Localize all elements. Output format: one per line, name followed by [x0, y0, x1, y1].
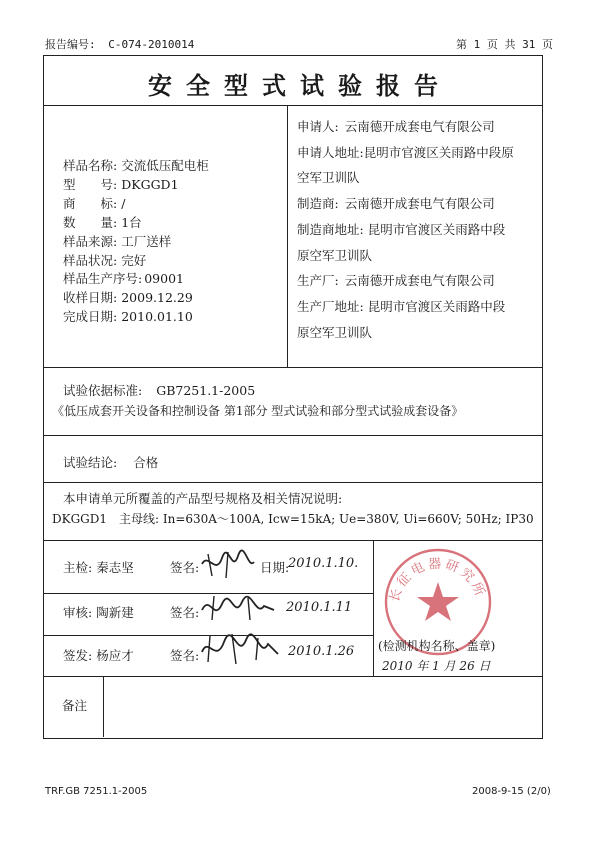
applicant-label: 申请人: [297, 119, 339, 134]
remarks-label: 备注 [62, 698, 88, 713]
sample-source-label: 样品来源: [63, 233, 118, 249]
standard-code: GB7251.1-2005 [156, 383, 256, 398]
completed-date-label: 完成日期: [63, 309, 118, 325]
conclusion-label: 试验结论: [63, 455, 118, 470]
standard-label: 试验依据标准: [63, 383, 143, 398]
reviewer-signature [198, 590, 278, 626]
lead-sign-label: 签名: [170, 560, 200, 575]
info-column-divider [287, 105, 288, 367]
applicant-address-1: 昆明市官渡区关雨路中段原 [363, 144, 514, 160]
coverage-detail: DKGGD1 主母线: In=630A～100A, Icw=15kA; Ue=380V, Ui=660V; 50Hz; IP30 [52, 512, 534, 526]
maker-address-label: 制造商地址: [297, 221, 364, 237]
reviewer-row [63, 603, 134, 621]
review-date: 2010.1.11 [286, 600, 353, 615]
factory-name: 云南德开成套电气有限公司 [344, 273, 495, 289]
maker-name: 云南德开成套电气有限公司 [344, 196, 495, 212]
sample-source: 工厂送样 [121, 233, 172, 249]
maker-address-1: 昆明市官渡区关雨路中段 [367, 221, 506, 237]
section-divider-2 [43, 435, 543, 436]
stamp-column-divider [373, 540, 374, 676]
factory-address-1: 昆明市官渡区关雨路中段 [367, 298, 506, 314]
stamp-date: 2010 年 1 月 26 日 [382, 659, 491, 673]
footer-form-code: TRF.GB 7251.1-2005 [45, 786, 148, 797]
review-label: 审核: [63, 605, 93, 620]
report-number [45, 36, 194, 52]
section-divider-5 [43, 676, 543, 677]
review-sign-label: 签名: [170, 605, 200, 620]
applicant-address-2: 空军卫训队 [297, 170, 360, 186]
sample-status: 完好 [121, 252, 147, 268]
footer-version: 2008-9-15 (2/0) [472, 786, 551, 797]
maker-label: 制造商: [297, 196, 339, 212]
applicant-address-label: 申请人地址: [297, 144, 364, 160]
page-title: 安全型式试验报告 [148, 71, 452, 100]
lead-date-label: 日期: [260, 560, 290, 575]
page-info: 第 1 页 共 31 页 [456, 38, 553, 51]
standard-line [63, 381, 255, 399]
section-divider-3 [43, 482, 543, 483]
received-date-label: 收样日期: [63, 290, 118, 306]
approver-signature [198, 630, 282, 668]
coverage-heading: 本申请单元所覆盖的产品型号规格及相关情况说明: [63, 491, 343, 506]
sample-info [63, 157, 209, 327]
report-number-value: C-074-2010014 [108, 38, 195, 51]
section-divider-4 [43, 540, 543, 541]
sample-serial: 09001 [144, 271, 184, 287]
sample-name-label: 样品名称: [63, 158, 118, 173]
conclusion-value: 合格 [133, 455, 159, 470]
lead-name: 秦志坚 [96, 560, 134, 575]
sample-qty: 1台 [121, 214, 142, 230]
applicant-info [297, 114, 514, 345]
applicant-name: 云南德开成套电气有限公司 [344, 119, 495, 134]
report-number-label: 报告编号: [45, 38, 96, 51]
approver-row [63, 646, 134, 664]
received-date: 2009.12.29 [121, 290, 193, 306]
title-divider [43, 105, 543, 106]
approve-label: 签发: [63, 648, 93, 663]
section-divider-1 [43, 367, 543, 368]
sample-brand: / [121, 195, 126, 211]
sample-name: 交流低压配电柜 [121, 158, 209, 173]
stamp-text: 长征电器研究所 [387, 556, 488, 605]
conclusion [63, 453, 158, 471]
remarks-divider [103, 676, 104, 737]
factory-label: 生产厂: [297, 273, 339, 289]
maker-address-2: 原空军卫训队 [297, 247, 373, 263]
approve-date: 2010.1.26 [288, 644, 355, 659]
factory-address-2: 原空军卫训队 [297, 324, 373, 340]
approve-sign-label: 签名: [170, 648, 200, 663]
approve-name: 杨应才 [96, 648, 134, 663]
lead-signature [198, 546, 258, 582]
stamp-org-label: (检测机构名称、盖章) [378, 639, 496, 653]
standard-full-title: 《低压成套开关设备和控制设备 第1部分 型式试验和部分型式试验成套设备》 [52, 404, 464, 418]
factory-address-label: 生产厂地址: [297, 298, 364, 314]
sample-model-label: 型 号: [63, 176, 118, 192]
sample-status-label: 样品状况: [63, 252, 118, 268]
lead-inspector-row [63, 558, 134, 576]
lead-date: 2010.1.10. [288, 556, 359, 571]
lead-label: 主检: [63, 560, 93, 575]
sample-model: DKGGD1 [121, 176, 179, 192]
sample-qty-label: 数 量: [63, 214, 118, 230]
sample-brand-label: 商 标: [63, 195, 118, 211]
completed-date: 2010.01.10 [121, 309, 193, 325]
review-name: 陶新建 [96, 605, 134, 620]
sample-serial-label: 样品生产序号: [63, 271, 143, 287]
